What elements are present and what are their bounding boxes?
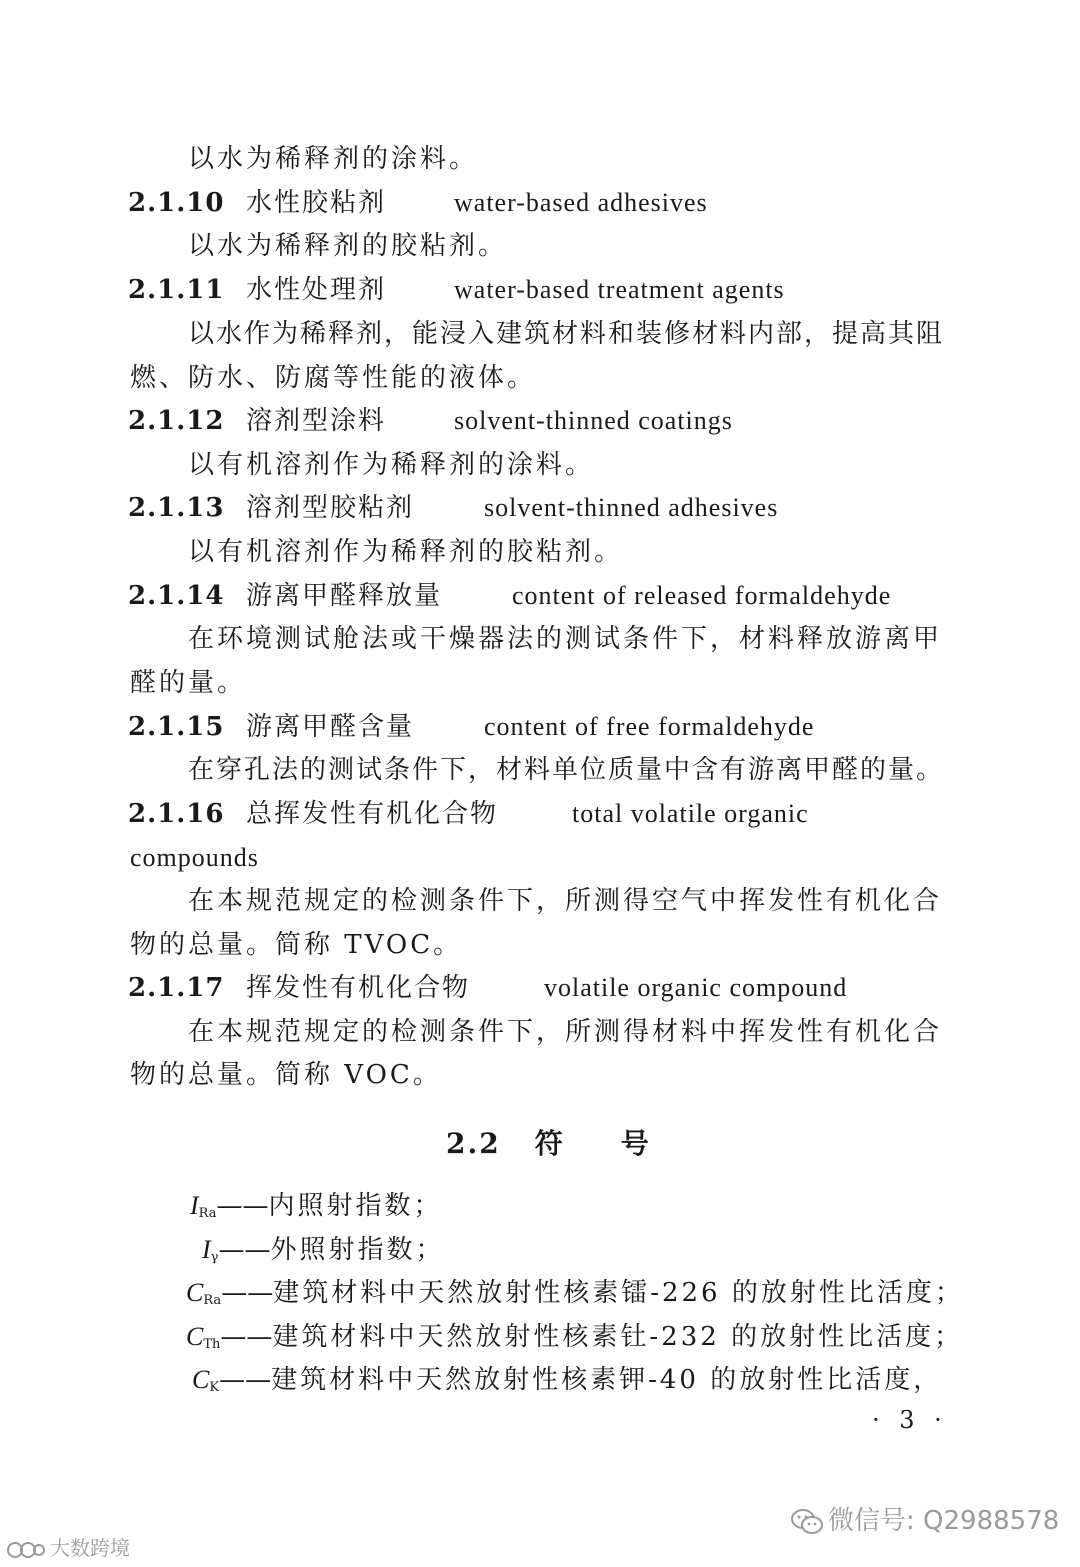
- term-chinese: 挥发性有机化合物: [246, 973, 471, 1003]
- symbol-description: 外照射指数；: [270, 1235, 445, 1265]
- symbol-entry: [202, 1233, 444, 1275]
- symbol-variable: C: [192, 1365, 210, 1394]
- section-title: 符号: [534, 1127, 707, 1160]
- symbol-dash: ——: [216, 1191, 269, 1221]
- symbol-variable: I: [190, 1191, 199, 1220]
- symbol-variable: I: [202, 1235, 211, 1264]
- symbol-description: 建筑材料中天然放射性核素镭-226 的放射性比活度；: [273, 1278, 964, 1308]
- definition-text: 燃、防水、防腐等性能的液体。: [130, 363, 537, 393]
- definition-text: 在本规范规定的检测条件下，所测得空气中挥发性有机化合: [188, 886, 943, 916]
- term-english: water-based adhesives: [454, 188, 708, 217]
- term-chinese: 游离甲醛含量: [246, 712, 415, 742]
- definition-text: 物的总量。简称 TVOC。: [130, 930, 463, 960]
- symbol-description: 建筑材料中天然放射性核素钾-40 的放射性比活度，: [271, 1365, 943, 1395]
- term-number: 2.1.12: [128, 406, 225, 436]
- symbol-subscript: Th: [203, 1337, 221, 1352]
- term-number: 2.1.15: [128, 712, 225, 742]
- symbol-subscript: Ra: [203, 1293, 222, 1308]
- brand-watermark: [6, 1532, 130, 1561]
- brand-watermark-text: 大数跨境: [50, 1536, 130, 1560]
- term-english: content of released formaldehyde: [512, 581, 892, 610]
- definition-text: 以水为稀释剂的涂料。: [188, 144, 479, 174]
- definition-text: 以水作为稀释剂，能浸入建筑材料和装修材料内部，提高其阻: [188, 319, 945, 349]
- symbol-subscript: γ: [210, 1250, 219, 1265]
- term-chinese: 溶剂型涂料: [246, 406, 387, 436]
- page-number: · 3 ·: [872, 1406, 948, 1434]
- wechat-icon: [790, 1508, 824, 1536]
- definition-text: 在本规范规定的检测条件下，所测得材料中挥发性有机化合: [188, 1017, 943, 1047]
- symbol-description: 建筑材料中天然放射性核素钍-232 的放射性比活度；: [272, 1322, 964, 1352]
- brand-logo-icon: [6, 1539, 46, 1561]
- wechat-id-text: 微信号: Q2988578: [828, 1506, 1060, 1536]
- definition-text: 醛的量。: [130, 668, 247, 698]
- definition-text: 以水为稀释剂的胶粘剂。: [188, 231, 508, 261]
- symbol-variable: C: [186, 1278, 204, 1307]
- term-english: content of free formaldehyde: [484, 712, 815, 741]
- term-chinese: 水性胶粘剂: [246, 188, 387, 218]
- term-number: 2.1.14: [128, 581, 225, 611]
- term-number: 2.1.10: [128, 188, 225, 218]
- symbol-dash: ——: [221, 1278, 274, 1308]
- definition-text: 在穿孔法的测试条件下，材料单位质量中含有游离甲醛的量。: [188, 755, 945, 785]
- term-english: volatile organic compound: [544, 973, 848, 1002]
- definition-text: 物的总量。简称 VOC。: [130, 1060, 442, 1090]
- term-number: 2.1.13: [128, 493, 225, 523]
- term-english: solvent-thinned adhesives: [484, 493, 779, 522]
- symbol-dash: ——: [220, 1322, 273, 1352]
- term-number: 2.1.11: [128, 275, 225, 305]
- symbol-entry: [190, 1189, 443, 1231]
- term-chinese: 游离甲醛释放量: [246, 581, 443, 611]
- term-english: water-based treatment agents: [454, 275, 785, 304]
- symbol-entry: [192, 1363, 942, 1405]
- term-number: 2.1.16: [128, 799, 225, 829]
- symbol-entry: [186, 1276, 964, 1318]
- definition-text: 以有机溶剂作为稀释剂的胶粘剂。: [188, 537, 624, 567]
- symbol-description: 内照射指数；: [268, 1191, 443, 1221]
- section-heading: [446, 1122, 707, 1162]
- symbol-entry: [186, 1320, 963, 1362]
- symbol-subscript: K: [209, 1380, 220, 1395]
- term-chinese: 水性处理剂: [246, 275, 387, 305]
- term-english: compounds: [130, 843, 259, 872]
- term-english: solvent-thinned coatings: [454, 406, 733, 435]
- definition-text: 以有机溶剂作为稀释剂的涂料。: [188, 450, 595, 480]
- term-chinese: 总挥发性有机化合物: [246, 799, 499, 829]
- symbol-dash: ——: [219, 1365, 272, 1395]
- definition-text: 在环境测试舱法或干燥器法的测试条件下，材料释放游离甲: [188, 624, 943, 654]
- term-number: 2.1.17: [128, 973, 225, 1003]
- term-english: total volatile organic: [572, 799, 809, 828]
- wechat-watermark: [790, 1500, 1059, 1537]
- section-number: 2.2: [446, 1127, 501, 1160]
- symbol-variable: C: [186, 1322, 204, 1351]
- symbol-subscript: Ra: [198, 1206, 217, 1221]
- symbol-dash: ——: [218, 1235, 271, 1265]
- term-chinese: 溶剂型胶粘剂: [246, 493, 415, 523]
